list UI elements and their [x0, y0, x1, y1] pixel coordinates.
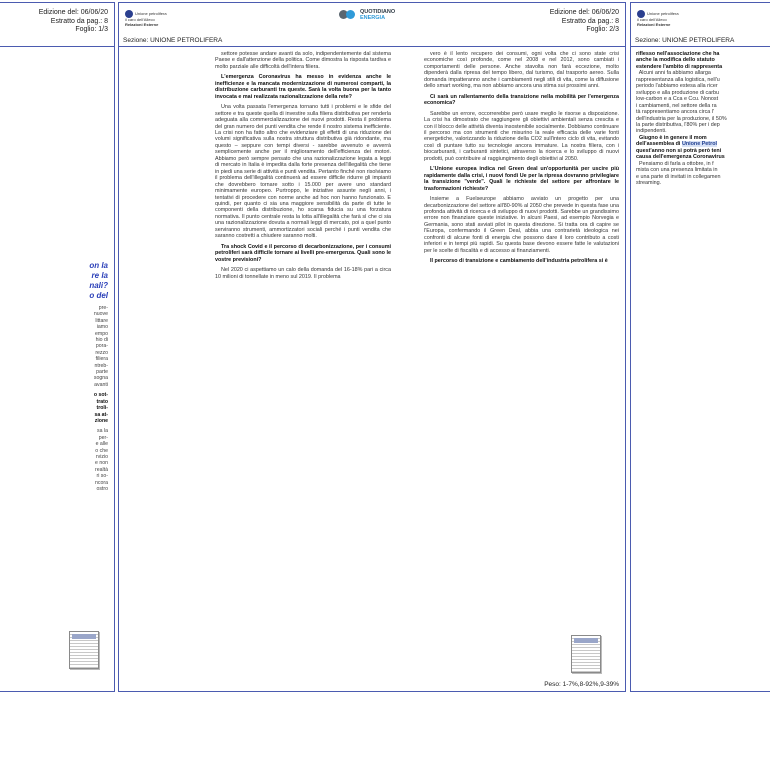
fragment-line: sa la — [97, 428, 108, 435]
text-line: estendere l'ambito di rappresenta — [636, 63, 723, 70]
header-rule — [0, 46, 114, 47]
peso-label: Peso: 1-7%,8-92%,9-39% — [544, 681, 619, 688]
edition-date: Edizione del: 06/06/20 — [549, 9, 619, 16]
text-line: e una parte di invitati in collegamen — [636, 173, 721, 180]
fragment-line: troli- — [96, 405, 108, 412]
fragment-line: trato — [96, 398, 108, 405]
body-paragraph: Sarebbe un errore, occorrerebbe però usare meglio le risorse a disposizione. La crisi ha dimostrato che raggiungere gli obiettivi ambientali senza crescita e con il blocco delle attività diventa insostenibile socialmente. Dobbiamo continuare il percorso ma con strumenti che misurino la reale efficacia delle varie fonti energetiche, valorizzando la riduzione della CO2 sull'intero ciclo di vita, evitando così di puntare tutto su tecnologie ancora immature. La nostra filiera, con i biocarburanti, i carburanti sintetici, attraverso la ricerca e lo sviluppo di nuovi prodotti, può contribuire al raggiungimento degli obiettivi al 2050. — [424, 110, 619, 162]
fragment-line: e alle — [95, 441, 108, 448]
fragment-line: ncora — [95, 479, 108, 486]
text-line: causa dell'emergenza Coronavirus — [636, 154, 725, 161]
fragment-line: nuove — [93, 311, 108, 318]
question-paragraph: Ci sarà un rallentamento della transizione nella mobilità per l'emergenza economica? — [424, 93, 619, 107]
foglio: Foglio: 1/3 — [75, 26, 108, 33]
fragment-line: o sot- — [93, 392, 108, 399]
fragment-line: avanti — [94, 381, 108, 388]
page-thumbnail[interactable] — [571, 635, 601, 673]
fragment-line: iamo — [96, 324, 108, 331]
fragment-line: filiera — [95, 356, 108, 363]
text-line: Pensiamo di farla a ottobre, in f — [636, 160, 714, 167]
question-paragraph: L'emergenza Coronavirus ha messo in evidenza anche le inefficienze e la mancata modernizzazione di numerosi comparti, la distribuzione carburanti tra queste. Sarà la volta buona per la tanto invocata e mai realizzata razionalizzazione della rete? — [215, 74, 391, 100]
text-line: dell'assemblea di Unione Petrol — [636, 141, 717, 148]
question-paragraph: L'Unione europea indica nel Green deal un'opportunità per uscire più rapidamente dalla crisi, i nuovi fondi Ue per la ripresa dovranno privilegiare la transizione "verde". Quali le richieste del settore per affrontare le trasformazioni richieste? — [424, 166, 619, 192]
fragment-line: pre- — [98, 305, 108, 311]
fragment-line: empo — [95, 330, 108, 337]
text-line: Alcuni anni fa abbiamo allarga — [636, 70, 711, 77]
fragment-line: parte — [96, 369, 108, 376]
pull-quote-line: re la — [91, 271, 108, 280]
fragment-line: hio di — [95, 337, 108, 344]
section-label: Sezione: UNIONE PETROLIFERA — [635, 37, 735, 44]
fragment-line: pora- — [95, 343, 108, 350]
fragment-line: e non — [95, 460, 108, 467]
pull-quote-line: nali? — [89, 281, 108, 290]
text-line: low-carbon e a Cca e Ccu. Nonost — [636, 96, 719, 103]
body-paragraph: Insieme a Fuelseurope abbiamo avviato un progetto per una decarbonizzazione del settore all'80-90% al 2050 che prevede in questa fase una profonda attività di ricerca e di sviluppo di nuovi prodotti. Sarebbe un grandissimo errore non finanziare queste iniziative. In alcuni Paesi, ad esempio Norvegia e Germania, sono stati avviati pilot in questa direzione. Si tratta ora di capire se l'Europa, confermando il Green Deal, abbia una contrarietà ideologica nei confronti di alcune fonti di energia che possono dare il loro contributo a costi inferiori e in tempi più rapidi. Su questa base devono essere fatte le valutazioni per le scelte di fiscalità e di accesso ai finanziamenti. — [424, 196, 619, 254]
fragment-line: ntreb- — [94, 362, 108, 369]
body-paragraph: Nel 2020 ci aspettiamo un calo della domanda del 16-18% pari a circa 10 milioni di tonnellate in meno sul 2019. Il problema — [215, 267, 391, 280]
fragment-line: realtà — [95, 466, 108, 473]
qe-logo-icon — [339, 10, 357, 20]
quotidiano-energia-logo: QUOTIDIANO ENERGIA — [339, 5, 395, 25]
question-paragraph: Il percorso di transizione e cambiamento dell'industria petrolifera si è — [430, 258, 608, 265]
body-paragraph: vero è il lento recupero dei consumi, ogni volta che ci sono state crisi economiche così profonde, come nel 2008 e nel 2012, sono cambiati i comportamenti delle persone. Anche stavolta non farà eccezione, molto dipenderà dalla ripresa del tempo libero, dal turismo, dal trasporto aereo. Sulla domanda impatteranno anche i cambiamenti negli stili di vita, come la diffusione dello smart working, ma non abbiamo ancora una stima sui prossimi anni. — [424, 51, 619, 90]
unione-petrolifera-logo: Unione petrolifera il caro dell'Alleco Relazioni Esterne — [125, 11, 167, 27]
body-paragraph: settore potesse andare avanti da solo, indipendentemente dal sistema Paese e dall'attenzione della politica. Come dimostra la risposta tardiva e molto parziale alle difficoltà dell'intera filiera. — [215, 51, 391, 70]
pull-quote-line: o del — [89, 291, 108, 300]
text-fragment — [0, 305, 108, 496]
text-line: anche la modifica dello statuto — [636, 57, 715, 64]
fragment-line: ri so- — [96, 473, 108, 480]
pull-quote-line: on la — [89, 261, 108, 270]
unione-petrolifera-logo: Unione petrolifera il caro dell'Alleco Relazioni Esterne — [637, 11, 679, 27]
page-2-header — [550, 9, 619, 35]
fragment-line: zione — [94, 417, 108, 424]
text-line: rappresentanza alla logistica, nell'u — [636, 76, 720, 83]
text-line: Giugno è in genere il mom — [636, 134, 707, 141]
article-column-3 — [636, 51, 770, 187]
page-1-header — [39, 9, 108, 35]
text-line: quest'anno non si potrà però teni — [636, 147, 722, 154]
text-line: i cambiamenti, nel settore della ra — [636, 102, 717, 109]
fragment-line: sogna — [93, 375, 108, 382]
header-rule — [119, 46, 625, 47]
page-thumbnail[interactable] — [69, 631, 99, 669]
search-highlight: Unione Petrol — [681, 141, 717, 148]
text-line: dell'industria per la produzione, il 50% — [636, 115, 727, 122]
question-paragraph: Tra shock Covid e il percorso di decarbonizzazione, per i consumi petroliferi sarà difficile tornare ai livelli pre-emergenza. Quali sono le vostre previsioni? — [215, 243, 391, 263]
body-paragraph: Una volta passata l'emergenza tornano tutti i problemi e le sfide del settore e tra queste quella di investire sulla filiera distributiva per renderla adeguata alla commercializzazione dei nuovi prodotti. Resta il problema del gran numero dei punti vendita che rende il nostro sistema inefficiente. La crisi non ha fatto altro che evidenziare gli effetti di una riduzione dei volumi significativa sulla nostra struttura distributiva già ridondante, ma questo – seppure con tempi diversi - sarebbe avvenuto e avverrà semplicemente anche per il miglioramento dell'efficienza dei motori. Abbiamo però sempre pensato che una razionalizzazione legata a leggi di mercato in Italia è impedita dalla forte presenza dell'illegalità che tiene in piedi una serie di attività e punti vendita. Pertanto finché non risolviamo il problema dell'illegalità continuerà ad essere difficile ridurre gli impianti che dovrebbero tornare sotto i 15.000 per avere uno standard minimamente europeo. Purtroppo, le iniziative assunte negli anni, i tentativi di procedere con norme anche ad hoc non hanno funzionato. E quindi, per quanto ci sia una maggiore sensibilità da parte di tutte le componenti della distribuzione, ho scarsa fiducia su una forzatura normativa. Il punto centrale resta la lotta all'illegalità che farà sì che ci sia una razionalizzazione dovuta a normali leggi di mercato, poi a quel punto serviranno strumenti, ammortizzatori sociali perché i punti vendita che saranno costretti a chiudere saranno molti. — [215, 104, 391, 240]
text-line: streaming. — [636, 180, 662, 187]
text-line: indipendenti. — [636, 128, 667, 135]
fragment-line: per- — [98, 434, 108, 441]
fragment-line: sa at- — [94, 411, 108, 418]
article-column-2 — [424, 51, 619, 269]
text-line: periodo l'abbiamo estesa alla ricer — [636, 83, 718, 90]
text-line: riflesso nell'associazione che ha — [636, 51, 720, 57]
text-line: tà rappresentiamo ancora circa l' — [636, 109, 715, 116]
text-line: sviluppo e alla produzione di carbu — [636, 89, 720, 96]
fragment-line: littare — [95, 317, 108, 324]
foglio: Foglio: 2/3 — [586, 26, 619, 33]
pull-quote-fragment — [0, 261, 108, 301]
estratto: Estratto da pag.: 8 — [50, 17, 108, 25]
text-line: la parte distributiva, l'80% per i dep — [636, 121, 720, 128]
fragment-line: o che — [95, 447, 108, 454]
edition-date: Edizione del: 06/06/20 — [38, 9, 108, 16]
fragment-line: rezzo — [95, 349, 108, 356]
page-1 — [0, 2, 115, 692]
text-line: mista con una presenza limitata in — [636, 167, 718, 174]
estratto: Estratto da pag.: 8 — [561, 17, 619, 25]
page-2 — [118, 2, 626, 692]
fragment-line: ostro — [96, 485, 108, 492]
header-rule — [631, 46, 770, 47]
page-3 — [630, 2, 770, 692]
article-column-1 — [215, 51, 391, 284]
section-label: Sezione: UNIONE PETROLIFERA — [123, 37, 223, 44]
fragment-line: rvizio — [95, 453, 108, 460]
